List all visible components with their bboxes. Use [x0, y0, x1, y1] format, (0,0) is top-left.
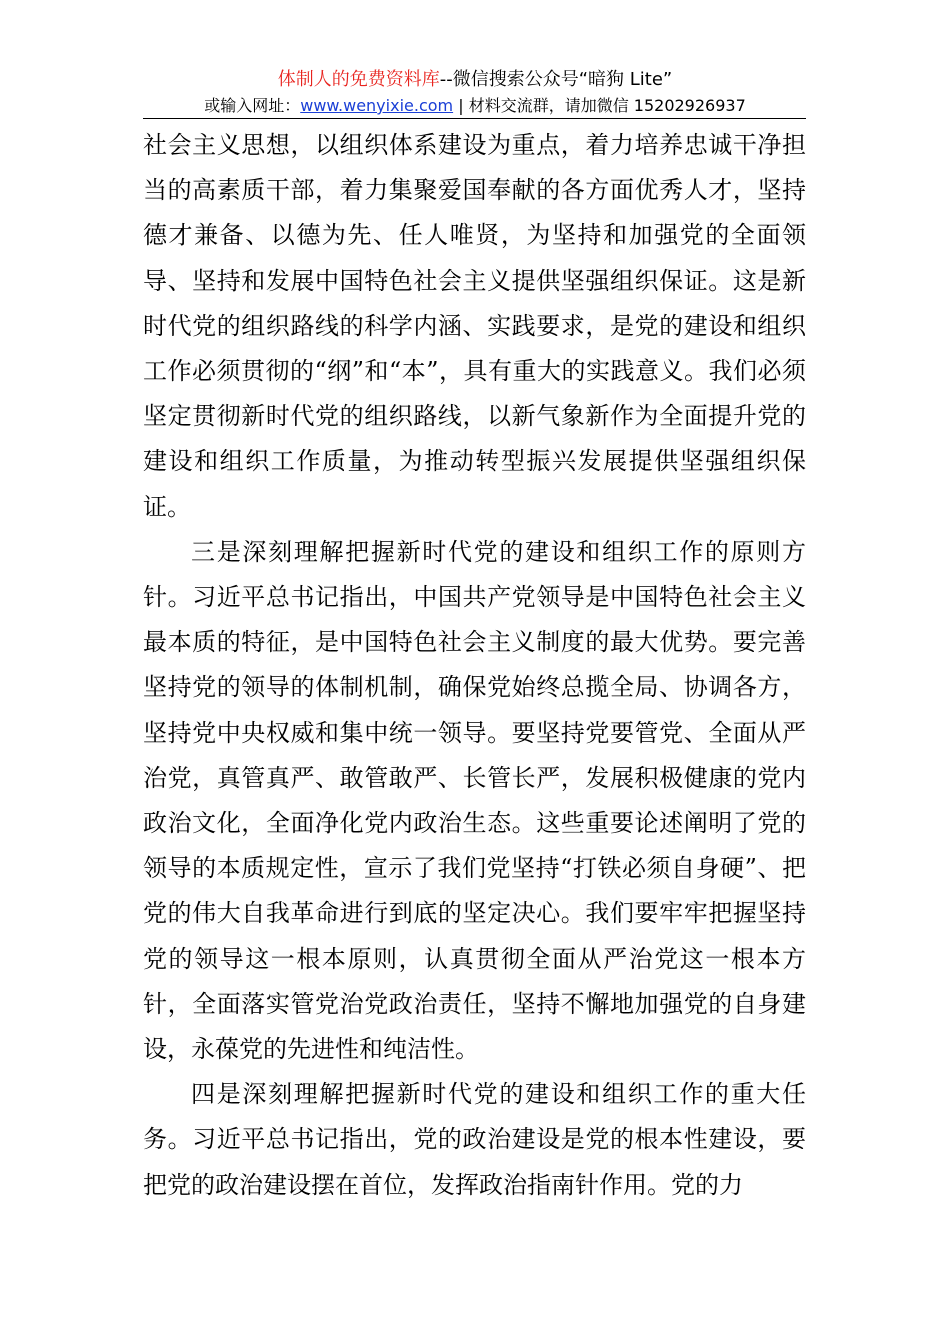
paragraph-principles: 三是深刻理解把握新时代党的建设和组织工作的原则方针。习近平总书记指出，中国共产党领导是中国特色社会主义最本质的特征，是中国特色社会主义制度的最大优势。要完善坚持党的领导的体制机制，确保党始终总揽全局、协调各方，坚持党中央权威和集中统一领导。要坚持党要管党、全面从严治党，真管真严、敢管敢严、长管长严，发展积极健康的党内政治文化，全面净化党内政治生态。这些重要论述阐明了党的领导的本质规定性，宣示了我们党坚持“打铁必须自身硬”、把党的伟大自我革命进行到底的坚定决心。我们要牢牢把握坚持党的领导这一根本原则，认真贯彻全面从严治党这一根本方针，全面落实管党治党政治责任，坚持不懈地加强党的自身建设，永葆党的先进性和纯洁性。 — [143, 537, 806, 1064]
header-contact-line — [0, 94, 950, 118]
header-separator: | — [458, 96, 464, 115]
paragraph-tasks: 四是深刻理解把握新时代党的建设和组织工作的重大任务。习近平总书记指出，党的政治建设是党的根本性建设，要把党的政治建设摆在首位，发挥政治指南针作用。党的力 — [143, 1080, 806, 1199]
header-tagline: --微信搜索公众号“暗狗 Lite” — [439, 69, 673, 90]
brand-name[interactable]: 体制人的免费资料库 — [277, 69, 440, 90]
contact-text: 材料交流群，请加微信 15202926937 — [468, 96, 746, 115]
header-divider — [143, 118, 806, 119]
url-prefix: 或输入网址： — [204, 96, 301, 115]
paragraph-continued: 社会主义思想，以组织体系建设为重点，着力培养忠诚干净担当的高素质干部，着力集聚爱国奉献的各方面优秀人才，坚持德才兼备、以德为先、任人唯贤，为坚持和加强党的全面领导、坚持和发展中国特色社会主义提供坚强组织保证。这是新时代党的组织路线的科学内涵、实践要求，是党的建设和组织工作必须贯彻的“纲”和“本”，具有重大的实践意义。我们必须坚定贯彻新时代党的组织路线，以新气象新作为全面提升党的建设和组织工作质量，为推动转型振兴发展提供坚强组织保证。 — [143, 131, 806, 521]
website-link[interactable]: www.wenyixie.com — [300, 96, 454, 115]
header-promo-line — [0, 68, 950, 92]
page-header — [0, 68, 950, 118]
document-body — [143, 123, 806, 1208]
